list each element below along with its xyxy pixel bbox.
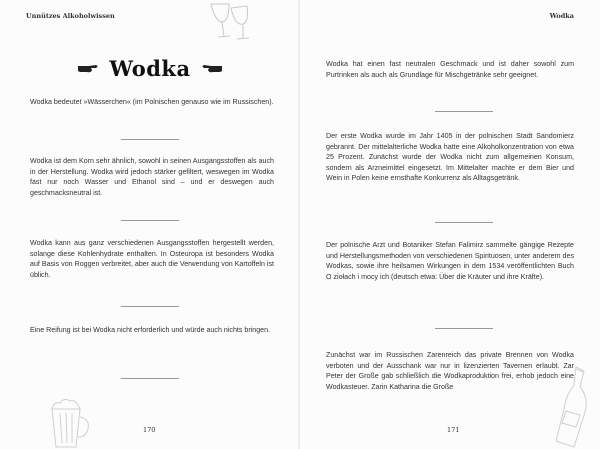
pointing-hand-left-icon	[201, 62, 223, 74]
chapter-title: Wodka	[109, 55, 191, 81]
divider	[121, 378, 179, 379]
paragraph: Der erste Wodka wurde im Jahr 1405 in der polnischen Stadt Sandomierz gebrannt. Der mittelalterliche Wodka hatte eine Alkoholkonzentration von etwa 25 Prozent. Zunächst wurde der Wodka nicht zum allgemeinen Konsum, sondern als Arzneimittel eingesetzt. Im Mittelalter machte er dem Bier und Wein in Polen keine ernsthafte Konkurrenz als Alltagsgetränk.	[326, 132, 574, 183]
page-number: 170	[143, 426, 156, 434]
divider	[121, 139, 179, 140]
divider	[121, 306, 179, 307]
bottle-icon	[550, 365, 596, 449]
pointing-hand-right-icon	[77, 62, 99, 74]
paragraph: Eine Reifung ist bei Wodka nicht erforderlich und würde auch nichts bringen.	[30, 326, 271, 334]
divider	[435, 111, 493, 112]
paragraph: Wodka bedeutet »Wässerchen« (im Polnischen genauso wie im Russischen).	[30, 98, 274, 106]
running-head: Wodka	[549, 12, 574, 20]
page-number: 171	[447, 426, 460, 434]
divider	[435, 328, 493, 329]
wine-glasses-icon	[205, 0, 253, 44]
paragraph: Wodka ist dem Korn sehr ähnlich, sowohl in seinen Ausgangsstoffen als auch in der Herstellung. Wodka wird jedoch stärker gefiltert, weswegen im Wodka fast nur noch Wasser und Ethanol sind – und er deswegen auch geschmacksneutral ist.	[30, 157, 274, 197]
chapter-title-row	[30, 55, 270, 81]
paragraph: Der polnische Arzt und Botaniker Stefan Falimirz sammelte gängige Rezepte und Herstellungsmethoden von verschiedenen Spirituosen, unter anderem des Wodkas, sowie ihre heilsamen Wirkungen in dem 1534 veröffentlichten Buch O ziołach i mocy ich (deutsch etwa: Über die Kräuter und ihre Kräfte).	[326, 241, 574, 281]
right-page	[300, 0, 600, 449]
divider	[121, 220, 179, 221]
beer-mug-icon	[46, 395, 92, 449]
divider	[435, 222, 493, 223]
paragraph: Wodka kann aus ganz verschiedenen Ausgangsstoffen hergestellt werden, solange diese Kohlenhydrate enthalten. In Osteuropa ist besonders Wodka auf Basis von Roggen verbreitet, aber auch die Verwendung von Kartoffeln ist üblich.	[30, 239, 274, 279]
paragraph: Wodka hat einen fast neutralen Geschmack und ist daher sowohl zum Purtrinken als auch als Grundlage für Mischgetränke sehr geeignet.	[326, 60, 574, 79]
running-head: Unnützes Alkoholwissen	[26, 12, 115, 20]
paragraph: Zunächst war im Russischen Zarenreich das private Brennen von Wodka verboten und der Ausschank war nur in lizenzierten Tavernen erlaubt. Zar Peter der Große gab schließlich die Wodkaproduktion frei, erhob jedoch eine Wodkasteuer. Zarin Katharina die Große	[326, 351, 574, 391]
